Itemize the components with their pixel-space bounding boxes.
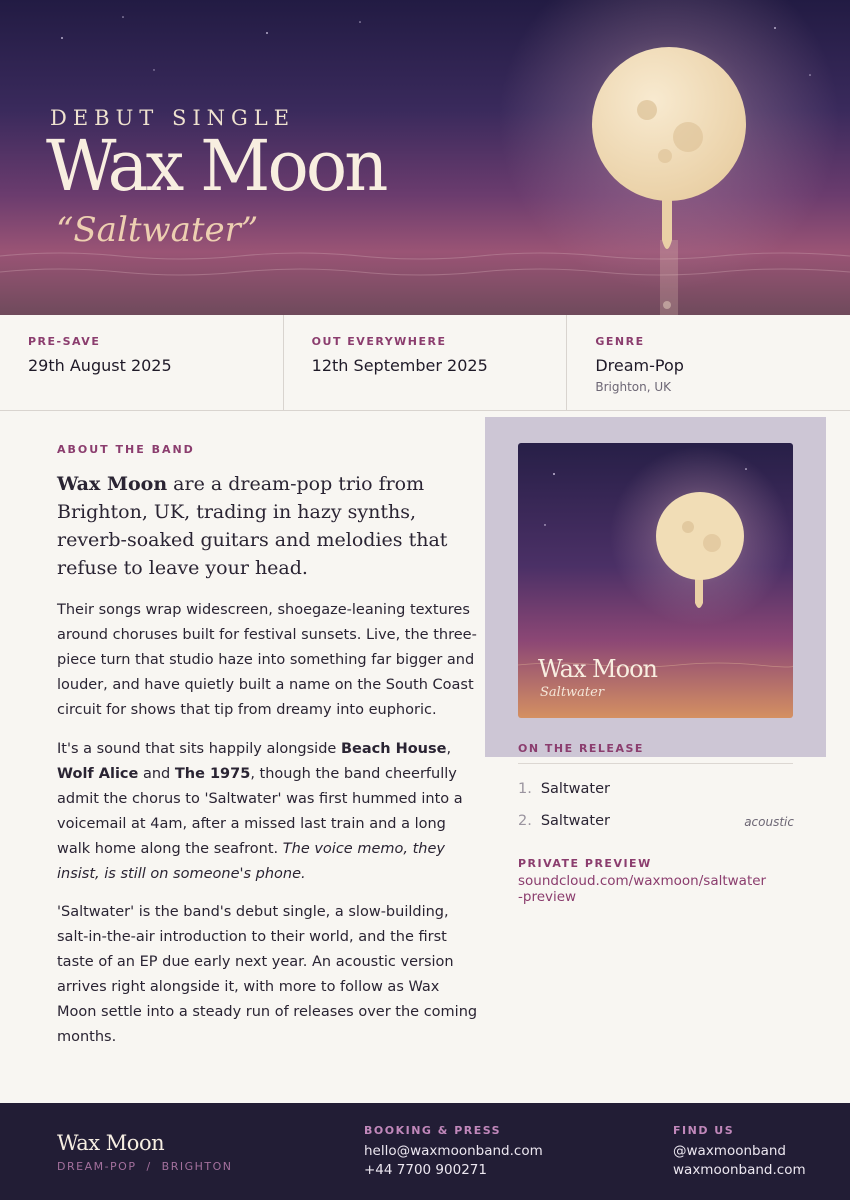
text-run: It's a sound that sits happily alongside bbox=[57, 741, 341, 757]
footer-brand: Wax Moon bbox=[57, 1131, 165, 1155]
hero-banner bbox=[0, 0, 850, 315]
about-lede bbox=[57, 470, 477, 582]
about-heading: ABOUT THE BAND bbox=[57, 443, 195, 456]
artist-reference: Beach House bbox=[340, 741, 447, 757]
about-paragraph-1: Their songs wrap widescreen, shoegaze-leaning textures around choruses built for festival sunsets. Live, the three-piece turn that studio haze into something far bigger and louder, and have quietly built a name on the South Coast circuit for shows that tip from dreamy into euphoric. bbox=[57, 602, 477, 718]
booking-email-link[interactable]: hello@waxmoonband.com bbox=[364, 1143, 543, 1159]
hero-subtitle: “Saltwater” bbox=[56, 210, 259, 250]
cover-title: Wax Moon bbox=[538, 655, 657, 683]
cover-drip-icon bbox=[695, 578, 703, 608]
cover-subtitle: Saltwater bbox=[540, 685, 605, 700]
lede-band-name: Wax Moon bbox=[57, 473, 168, 495]
info-location: Brighton, UK bbox=[595, 380, 671, 394]
artist-reference: Wolf Alice bbox=[57, 766, 139, 782]
text-run: and bbox=[138, 766, 175, 782]
info-label: OUT EVERYWHERE bbox=[311, 335, 447, 348]
italic-aside: The voice memo, they insist, is still on someone's phone. bbox=[57, 841, 445, 882]
about-paragraph-2 bbox=[57, 737, 481, 887]
cover-moon-icon bbox=[656, 492, 744, 580]
track-version-note: acoustic bbox=[744, 815, 794, 829]
preview-link[interactable]: soundcloud.com/waxmoon/saltwater-preview bbox=[518, 873, 767, 905]
booking-heading: BOOKING & PRESS bbox=[364, 1124, 502, 1137]
find-us-heading: FIND US bbox=[673, 1124, 735, 1137]
artist-reference: The 1975 bbox=[174, 766, 251, 782]
lede-text: are a dream-pop trio from Brighton, UK, trading in hazy synths, reverb-soaked guitars and melodies that refuse to leave your head. bbox=[57, 473, 448, 579]
info-genre bbox=[567, 315, 850, 410]
social-handle-link[interactable]: @waxmoonband bbox=[673, 1143, 786, 1159]
info-release-date bbox=[284, 315, 568, 410]
info-presave bbox=[0, 315, 284, 410]
track-number: 2. bbox=[518, 813, 532, 829]
hero-kicker: DEBUT SINGLE bbox=[50, 106, 296, 130]
hero-title: Wax Moon bbox=[46, 125, 386, 207]
info-label: PRE-SAVE bbox=[28, 335, 101, 348]
moon-drip-icon bbox=[662, 195, 672, 249]
tracklist-heading: ON THE RELEASE bbox=[518, 742, 644, 755]
footer bbox=[0, 1103, 850, 1200]
website-link[interactable]: waxmoonband.com bbox=[673, 1162, 806, 1178]
track-title: Saltwater bbox=[540, 813, 610, 829]
info-value: 12th September 2025 bbox=[311, 356, 488, 375]
about-paragraph-3: 'Saltwater' is the band's debut single, a slow-building, salt-in-the-air introduction to their world, and the first taste of an EP due early next year. An acoustic version arrives right alongside it, with more to follow as Wax Moon settle into a steady run of releases over the coming months. bbox=[57, 904, 478, 1045]
moon-icon bbox=[592, 47, 746, 201]
release-info-strip bbox=[0, 315, 850, 411]
single-cover-art bbox=[518, 443, 793, 718]
preview-heading: PRIVATE PREVIEW bbox=[518, 857, 652, 870]
track-title: Saltwater bbox=[540, 781, 610, 797]
text-run: , bbox=[446, 741, 452, 757]
text-run: , though the band cheerfully admit the chorus to 'Saltwater' was first hummed into a voicemail at 4am, after a missed last train and a long walk home along the seafront. bbox=[57, 766, 463, 857]
info-value: Dream-Pop bbox=[595, 356, 684, 375]
track-number: 1. bbox=[518, 781, 532, 797]
booking-phone-link[interactable]: +44 7700 900271 bbox=[364, 1162, 487, 1178]
footer-tagline: DREAM-POP / BRIGHTON bbox=[57, 1160, 233, 1173]
track-item bbox=[518, 781, 794, 797]
info-label: GENRE bbox=[595, 335, 645, 348]
info-value: 29th August 2025 bbox=[28, 356, 172, 375]
divider bbox=[518, 763, 793, 764]
track-item bbox=[518, 813, 794, 829]
